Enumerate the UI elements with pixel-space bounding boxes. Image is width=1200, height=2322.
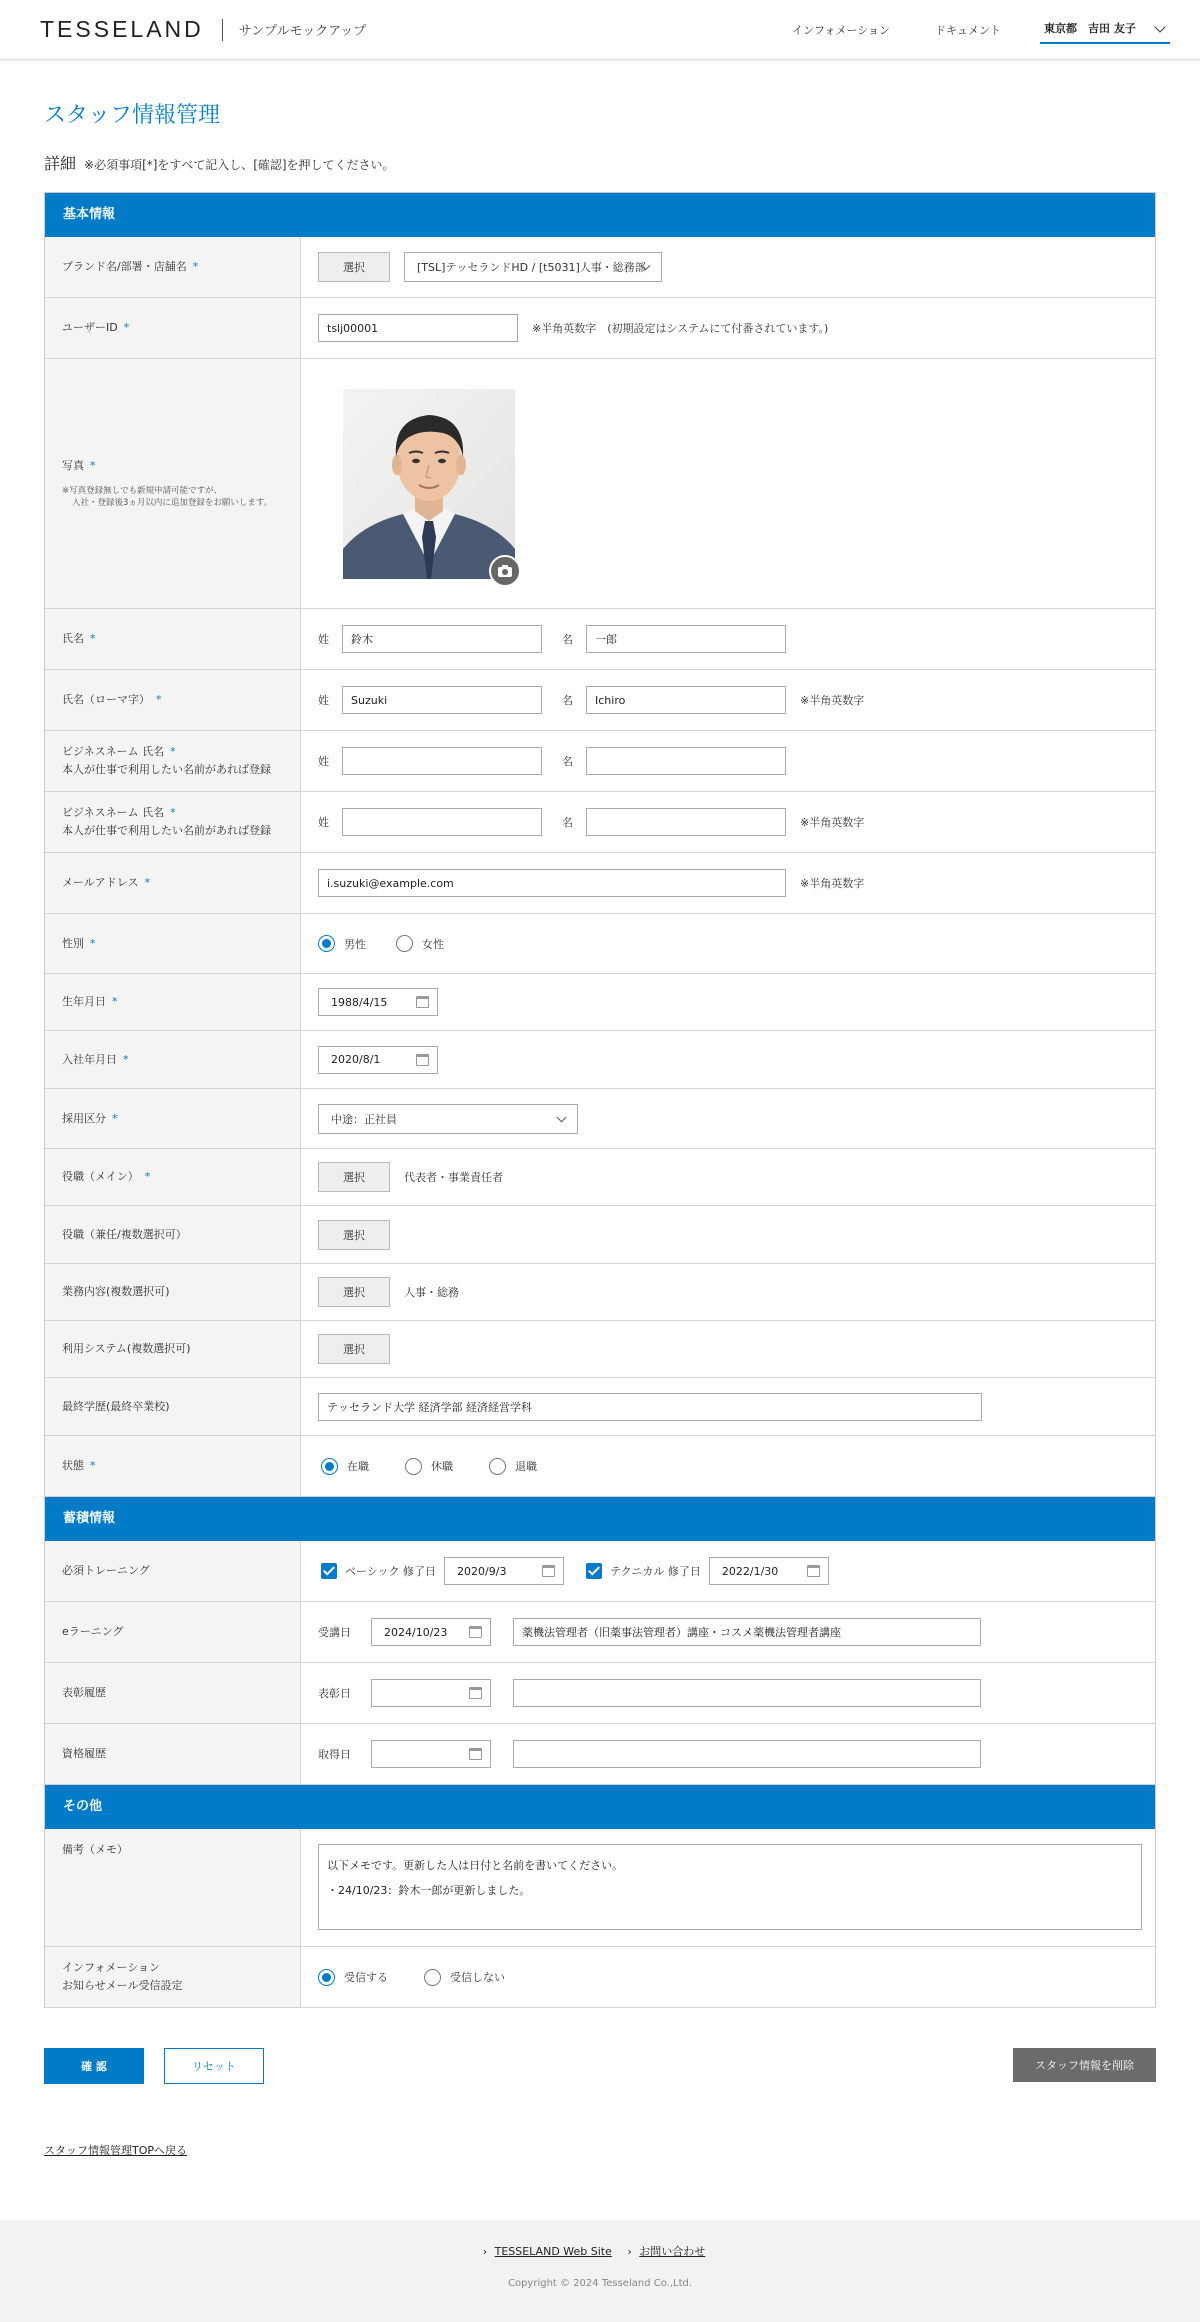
calendar-icon[interactable] bbox=[469, 1626, 482, 1638]
awards-input[interactable] bbox=[513, 1679, 981, 1707]
basic-checkbox[interactable] bbox=[321, 1563, 337, 1579]
chevron-right-icon: › bbox=[627, 2245, 632, 2258]
site-header bbox=[0, 0, 1200, 60]
awards-label: 表彰履歴 bbox=[62, 1686, 106, 1700]
business-last-name-input[interactable] bbox=[342, 747, 542, 775]
first-name-label: 名 bbox=[562, 694, 573, 707]
back-to-top-link[interactable]: スタッフ情報管理TOPへ戻る bbox=[44, 2144, 188, 2157]
required-mark: * bbox=[170, 745, 176, 759]
notification-receive-radio[interactable] bbox=[318, 1969, 388, 1986]
calendar-icon[interactable] bbox=[469, 1687, 482, 1699]
row-employment bbox=[45, 1089, 1155, 1149]
footer-links bbox=[0, 2243, 1200, 2259]
radio-selected-icon bbox=[318, 1969, 335, 1986]
qualifications-label: 資格履歴 bbox=[62, 1747, 106, 1761]
status-retired-radio[interactable] bbox=[489, 1458, 537, 1475]
row-status bbox=[45, 1436, 1155, 1497]
footer-link-contact[interactable]: お問い合わせ bbox=[639, 2245, 706, 2258]
row-business-name-roman bbox=[45, 792, 1155, 853]
last-name-label: 姓 bbox=[318, 755, 329, 768]
first-name-label: 名 bbox=[562, 633, 573, 646]
section-accumulated: 蓄積情報 bbox=[45, 1497, 1155, 1541]
business-first-name-roman-input[interactable] bbox=[586, 808, 786, 836]
staff-form bbox=[44, 192, 1156, 2008]
status-retired-label: 退職 bbox=[515, 1460, 537, 1473]
photo-note-2: 入社・登録後3ヵ月以内に追加登録をお願いします。 bbox=[72, 498, 273, 509]
employment-label: 採用区分 bbox=[62, 1111, 106, 1125]
logo-divider bbox=[222, 19, 223, 41]
required-mark: * bbox=[156, 693, 162, 707]
qualifications-date-label: 取得日 bbox=[318, 1748, 351, 1761]
half-width-hint: ※半角英数字 bbox=[800, 877, 865, 890]
reset-button[interactable]: リセット bbox=[164, 2048, 264, 2084]
systems-select-button[interactable]: 選択 bbox=[318, 1334, 390, 1364]
last-name-label: 姓 bbox=[318, 694, 329, 707]
row-position-sub bbox=[45, 1206, 1155, 1264]
delete-staff-button[interactable]: スタッフ情報を削除 bbox=[1013, 2048, 1156, 2082]
business-name-roman-label: ビジネスネーム 氏名 bbox=[62, 806, 165, 820]
systems-label: 利用システム(複数選択可) bbox=[62, 1342, 191, 1356]
employment-dropdown[interactable] bbox=[318, 1104, 578, 1134]
row-gender bbox=[45, 914, 1155, 974]
position-sub-select-button[interactable]: 選択 bbox=[318, 1220, 390, 1250]
business-name-sub: 本人が仕事で利用したい名前があれば登録 bbox=[62, 763, 271, 776]
calendar-icon[interactable] bbox=[469, 1748, 482, 1760]
memo-line-1: 以下メモです。更新した人は日付と名前を書いてください。 bbox=[327, 1859, 624, 1872]
technical-checkbox[interactable] bbox=[586, 1563, 602, 1579]
status-leave-label: 休職 bbox=[431, 1460, 453, 1473]
notification-label-1: インフォメーション bbox=[62, 1961, 161, 1975]
gender-label: 性別 bbox=[62, 936, 84, 950]
business-first-name-input[interactable] bbox=[586, 747, 786, 775]
duties-value: 人事・総務 bbox=[404, 1286, 459, 1299]
calendar-icon[interactable] bbox=[542, 1565, 555, 1577]
logo[interactable]: TESSELAND bbox=[40, 16, 204, 42]
required-mark: * bbox=[192, 260, 199, 274]
radio-icon bbox=[396, 935, 413, 952]
required-mark: * bbox=[90, 1459, 96, 1473]
training-label: 必須トレーニング bbox=[62, 1564, 150, 1578]
camera-icon[interactable] bbox=[489, 555, 521, 587]
brand-label: ブランド名/部署・店舗名 bbox=[62, 260, 187, 274]
brand-select-button[interactable]: 選択 bbox=[318, 252, 390, 282]
user-id-input[interactable]: tslj00001 bbox=[318, 314, 518, 342]
name-label: 氏名 bbox=[62, 632, 84, 646]
elearning-label: eラーニング bbox=[62, 1625, 124, 1639]
user-id-hint: ※半角英数字 (初期設定はシステムにて付番されています。) bbox=[532, 322, 829, 335]
required-mark: * bbox=[112, 1111, 118, 1125]
calendar-icon[interactable] bbox=[807, 1565, 820, 1577]
user-name: 東京都 吉田 友子 bbox=[1044, 22, 1136, 35]
email-label: メールアドレス bbox=[62, 876, 139, 890]
business-last-name-roman-input[interactable] bbox=[342, 808, 542, 836]
page-title: スタッフ情報管理 bbox=[44, 103, 221, 128]
copyright: Copyright © 2024 Tesseland Co.,Ltd. bbox=[507, 2278, 693, 2289]
first-name-label: 名 bbox=[562, 755, 573, 768]
row-name-roman bbox=[45, 670, 1155, 731]
business-name-roman-sub: 本人が仕事で利用したい名前があれば登録 bbox=[62, 824, 271, 837]
elearning-course-input[interactable]: 薬機法管理者（旧薬事法管理者）講座・コスメ薬機法管理者講座 bbox=[513, 1618, 981, 1646]
row-photo bbox=[45, 359, 1155, 609]
brand-dropdown[interactable] bbox=[404, 252, 662, 282]
status-leave-radio[interactable] bbox=[405, 1458, 453, 1475]
radio-selected-icon bbox=[321, 1458, 338, 1475]
last-name-label: 姓 bbox=[318, 633, 329, 646]
row-duties bbox=[45, 1264, 1155, 1321]
basic-date-input[interactable] bbox=[444, 1557, 564, 1585]
detail-heading bbox=[44, 151, 395, 174]
radio-icon bbox=[405, 1458, 422, 1475]
gender-female-radio[interactable] bbox=[396, 935, 444, 952]
elearning-date-label: 受講日 bbox=[318, 1626, 351, 1639]
birth-label: 生年月日 bbox=[62, 995, 106, 1009]
portrait-image bbox=[343, 389, 515, 579]
last-name-input[interactable]: 鈴木 bbox=[342, 625, 542, 653]
required-mark: * bbox=[170, 806, 176, 820]
photo-note bbox=[62, 485, 300, 511]
last-name-label: 姓 bbox=[318, 816, 329, 829]
calendar-icon[interactable] bbox=[416, 1054, 429, 1066]
required-mark: * bbox=[144, 1170, 151, 1184]
birth-date-input[interactable] bbox=[318, 988, 438, 1016]
memo-textarea[interactable] bbox=[318, 1844, 1142, 1930]
user-menu[interactable] bbox=[1040, 14, 1170, 44]
detail-heading-text: 詳細 bbox=[44, 154, 77, 173]
row-elearning bbox=[45, 1602, 1155, 1663]
memo-line-2: ・24/10/23：鈴木一郎が更新しました。 bbox=[327, 1884, 531, 1897]
memo-label: 備考（メモ） bbox=[62, 1843, 128, 1856]
notification-label-2: お知らせメール受信設定 bbox=[62, 1979, 183, 1992]
first-name-roman-input[interactable]: Ichiro bbox=[586, 686, 786, 714]
awards-date-input[interactable] bbox=[371, 1679, 491, 1707]
user-id-label: ユーザーID bbox=[62, 321, 118, 335]
row-notification bbox=[45, 1947, 1155, 2008]
gender-male-radio[interactable] bbox=[318, 935, 366, 952]
status-active-radio[interactable] bbox=[321, 1458, 369, 1475]
technical-completion-label: テクニカル 修了日 bbox=[610, 1565, 701, 1578]
brand-value: [TSL]テッセランドHD / [t5031]人事・総務部 bbox=[417, 261, 646, 274]
position-main-value: 代表者・事業責任者 bbox=[404, 1171, 503, 1184]
duties-select-button[interactable]: 選択 bbox=[318, 1277, 390, 1307]
radio-selected-icon bbox=[318, 935, 335, 952]
photo-label: 写真 bbox=[62, 458, 84, 472]
row-qualifications bbox=[45, 1724, 1155, 1785]
technical-date-value: 2022/1/30 bbox=[721, 1564, 779, 1578]
row-position-main bbox=[45, 1149, 1155, 1206]
radio-icon bbox=[424, 1969, 441, 1986]
join-label: 入社年月日 bbox=[62, 1052, 117, 1066]
elearning-date-input[interactable] bbox=[371, 1618, 491, 1646]
required-mark: * bbox=[90, 632, 96, 646]
row-user-id bbox=[45, 298, 1155, 359]
row-birth bbox=[45, 974, 1155, 1031]
awards-date-label: 表彰日 bbox=[318, 1687, 351, 1700]
required-mark: * bbox=[90, 458, 96, 472]
duties-label: 業務内容(複数選択可) bbox=[62, 1285, 170, 1299]
row-training bbox=[45, 1541, 1155, 1602]
chevron-down-icon bbox=[1154, 21, 1165, 32]
calendar-icon[interactable] bbox=[416, 996, 429, 1008]
position-main-label: 役職（メイン） bbox=[62, 1170, 139, 1184]
education-input[interactable]: テッセランド大学 経済学部 経済経営学科 bbox=[318, 1393, 982, 1421]
technical-date-input[interactable] bbox=[709, 1557, 829, 1585]
footer-link-website[interactable]: TESSELAND Web Site bbox=[494, 2245, 612, 2258]
first-name-label: 名 bbox=[562, 816, 573, 829]
notification-decline-label: 受信しない bbox=[450, 1971, 505, 1984]
position-main-select-button[interactable]: 選択 bbox=[318, 1162, 390, 1192]
confirm-button[interactable]: 確 認 bbox=[44, 2048, 144, 2084]
required-mark: * bbox=[90, 936, 96, 950]
section-basic: 基本情報 bbox=[45, 193, 1155, 237]
join-date-value: 2020/8/1 bbox=[331, 1053, 381, 1066]
notification-receive-label: 受信する bbox=[344, 1971, 388, 1984]
staff-photo[interactable] bbox=[343, 389, 515, 579]
photo-note-1: ※写真登録無しでも新規申請可能ですが、 bbox=[62, 485, 223, 496]
site-subtitle: サンプルモックアップ bbox=[238, 24, 367, 39]
status-label: 状態 bbox=[62, 1459, 84, 1473]
qualifications-date-input[interactable] bbox=[371, 1740, 491, 1768]
business-name-label: ビジネスネーム 氏名 bbox=[62, 745, 165, 759]
required-mark: * bbox=[123, 1052, 129, 1066]
site-footer bbox=[0, 2220, 1200, 2322]
half-width-hint: ※半角英数字 bbox=[800, 816, 865, 829]
row-education bbox=[45, 1378, 1155, 1436]
education-label: 最終学歴(最終卒業校) bbox=[62, 1399, 170, 1413]
last-name-roman-input[interactable]: Suzuki bbox=[342, 686, 542, 714]
position-sub-label: 役職（兼任/複数選択可） bbox=[62, 1227, 187, 1241]
join-date-input[interactable] bbox=[318, 1046, 438, 1074]
required-mark: * bbox=[112, 995, 118, 1009]
gender-female-label: 女性 bbox=[422, 937, 444, 951]
row-join bbox=[45, 1031, 1155, 1089]
row-name bbox=[45, 609, 1155, 670]
chevron-down-icon bbox=[557, 1112, 567, 1122]
section-other: その他 bbox=[45, 1785, 1155, 1829]
gender-male-label: 男性 bbox=[344, 937, 366, 951]
instruction-text: ※必須事項[*]をすべて記入し、[確認]を押してください。 bbox=[84, 158, 395, 172]
basic-date-value: 2020/9/3 bbox=[457, 1564, 507, 1578]
nav-information[interactable]: インフォメーション bbox=[792, 24, 891, 37]
row-business-name bbox=[45, 731, 1155, 792]
first-name-input[interactable]: 一郎 bbox=[586, 625, 786, 653]
row-awards bbox=[45, 1663, 1155, 1724]
row-email bbox=[45, 853, 1155, 914]
required-mark: * bbox=[144, 876, 150, 890]
qualifications-input[interactable] bbox=[513, 1740, 981, 1768]
row-brand bbox=[45, 237, 1155, 298]
basic-completion-label: ベーシック 修了日 bbox=[345, 1565, 437, 1578]
row-systems bbox=[45, 1321, 1155, 1378]
row-memo bbox=[45, 1829, 1155, 1947]
email-field[interactable]: i.suzuki@example.com bbox=[318, 869, 786, 897]
elearning-date-value: 2024/10/23 bbox=[384, 1625, 448, 1639]
nav-documents[interactable]: ドキュメント bbox=[935, 24, 1001, 37]
required-mark: * bbox=[123, 321, 130, 335]
chevron-right-icon: › bbox=[482, 2245, 488, 2258]
radio-icon bbox=[489, 1458, 506, 1475]
employment-value: 中途：正社員 bbox=[331, 1112, 397, 1126]
status-active-label: 在職 bbox=[347, 1460, 369, 1473]
notification-decline-radio[interactable] bbox=[424, 1969, 505, 1986]
name-roman-label: 氏名（ローマ字） bbox=[62, 693, 150, 707]
birth-date-value: 1988/4/15 bbox=[331, 995, 388, 1009]
half-width-hint: ※半角英数字 bbox=[800, 694, 865, 707]
